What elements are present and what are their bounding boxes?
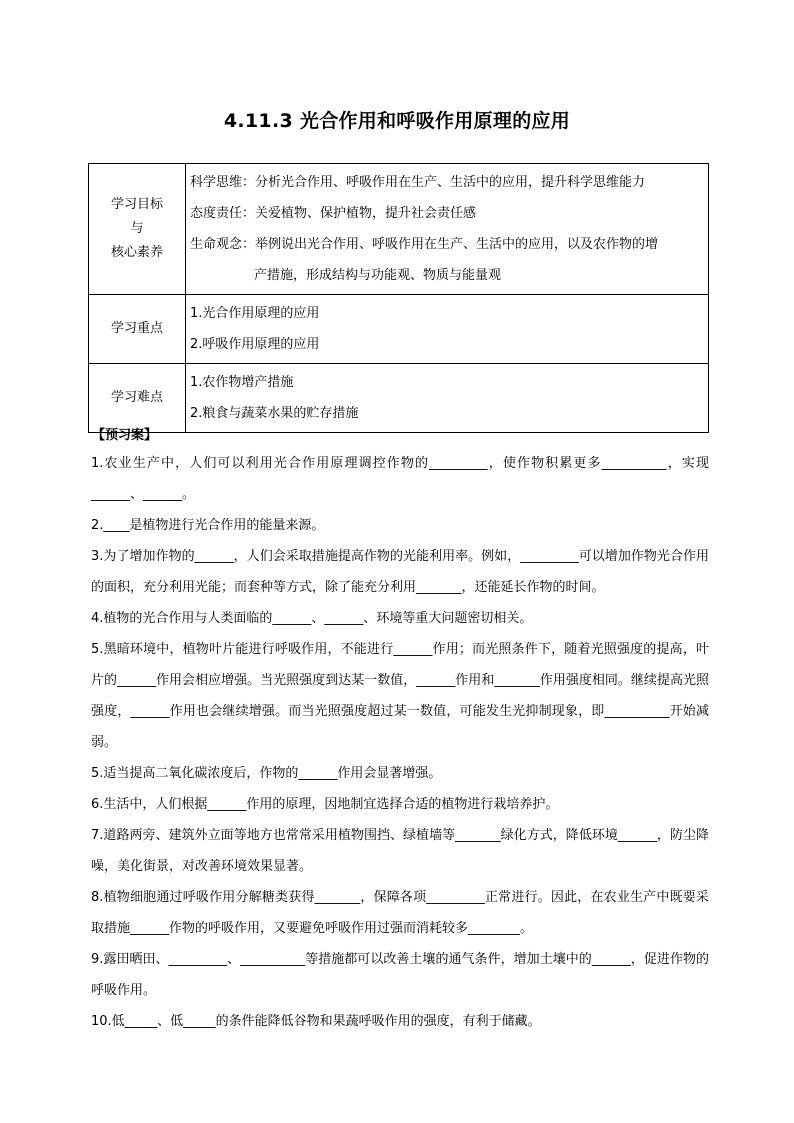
goal-line: 产措施，形成结构与功能观、物质与能量观 (254, 268, 502, 283)
row-label-goals (89, 164, 186, 295)
table-row-difficulties (89, 364, 709, 433)
label-line: 核心素养 (110, 245, 163, 260)
learning-goals-table (88, 163, 709, 433)
table-row-goals (89, 164, 709, 295)
question-item: 5.黑暗环境中，植物叶片能进行呼吸作用，不能进行______作用；而光照条件下，随着光照强度的提高，叶片的______作用会相应增强。当光照强度到达某一数值，______作用和_______作用强度相同。继续提高光照强度，______作用也会继续增强。而当光照强度超过某一数值，可能发生光抑制现象，即__________开始减弱。 (91, 642, 709, 750)
question-item: 8.植物细胞通过呼吸作用分解糖类获得_______，保障各项_________正常进行。因此，在农业生产中既要采取措施______作物的呼吸作用，又要避免呼吸作用过强而消耗较多________。 (91, 890, 709, 936)
page-title: 4.11.3 光合作用和呼吸作用原理的应用 (223, 110, 571, 132)
difficulty-line: 2.粮食与蔬菜水果的贮存措施 (190, 406, 359, 421)
preview-questions (91, 448, 709, 1037)
question-item: 3.为了增加作物的______，人们会采取措施提高作物的光能利用率。例如，_________可以增加作物光合作用的面积，充分利用光能；而套种等方式，除了能充分利用_______，还能延长作物的时间。 (91, 549, 709, 595)
question-item: 5.适当提高二氧化碳浓度后，作物的______作用会显著增强。 (91, 766, 442, 781)
preview-section-title: 【预习案】 (92, 428, 158, 443)
key-point-line: 2.呼吸作用原理的应用 (190, 337, 320, 352)
label-line: 与 (130, 221, 144, 236)
question-item: 10.低_____、低_____的条件能降低谷物和果蔬呼吸作用的强度，有利于储藏。 (91, 1014, 541, 1029)
key-point-line: 1.光合作用原理的应用 (190, 306, 320, 321)
difficulty-line: 1.农作物增产措施 (190, 375, 294, 390)
row-content-key-points (186, 295, 709, 364)
row-content-goals (186, 164, 709, 295)
goal-line: 态度责任：关爱植物、保护植物，提升社会责任感 (190, 206, 477, 221)
question-item: 6.生活中，人们根据______作用的原理，因地制宜选择合适的植物进行栽培养护。 (91, 797, 559, 812)
row-content-difficulties (186, 364, 709, 433)
row-label-difficulties: 学习难点 (89, 364, 186, 433)
row-label-key-points: 学习重点 (89, 295, 186, 364)
question-item: 7.道路两旁、建筑外立面等地方也常常采用植物围挡、绿植墙等_______绿化方式，降低环境______，防尘降噪，美化街景，对改善环境效果显著。 (91, 828, 709, 874)
question-item: 4.植物的光合作用与人类面临的______、______、环境等重大问题密切相关。 (91, 611, 533, 626)
question-item: 2.____是植物进行光合作用的能量来源。 (91, 518, 325, 533)
goal-line: 科学思维：分析光合作用、呼吸作用在生产、生活中的应用，提升科学思维能力 (190, 175, 646, 190)
goal-line: 生命观念：举例说出光合作用、呼吸作用在生产、生活中的应用，以及农作物的增 (190, 237, 659, 252)
question-item: 9.露田晒田、_________、__________等措施都可以改善土壤的通气条件，增加土壤中的______，促进作物的呼吸作用。 (91, 952, 709, 998)
question-item: 1.农业生产中，人们可以利用光合作用原理调控作物的_________，使作物积累更多__________，实现______、______。 (91, 456, 709, 502)
table-row-key-points (89, 295, 709, 364)
label-line: 学习目标 (110, 197, 163, 212)
